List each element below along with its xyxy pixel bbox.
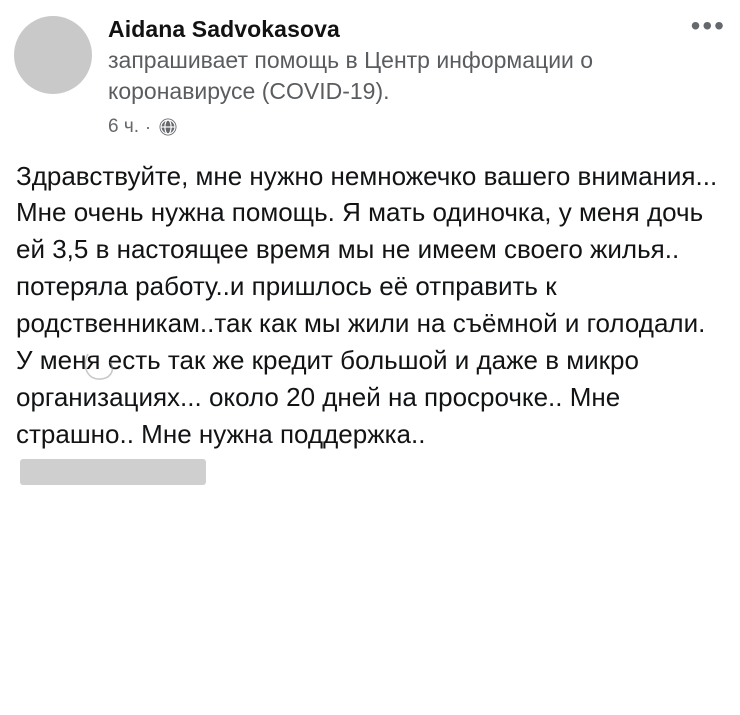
avatar[interactable] [14, 16, 92, 94]
post-action-text: запрашивает помощь в Центр информации о коронавирусе (COVID-19). [108, 47, 594, 105]
post-meta [108, 116, 682, 138]
post-header-text [108, 12, 682, 138]
post-body [0, 138, 740, 490]
post-header [0, 0, 740, 138]
post-timestamp[interactable]: 6 ч. [108, 115, 140, 137]
post-author-name[interactable]: Aidana Sadvokasova [108, 16, 340, 42]
globe-icon[interactable] [158, 117, 178, 137]
meta-separator: · [145, 116, 152, 137]
redaction-block [20, 459, 206, 485]
post-body-text: Здравствуйте, мне нужно немножечко вашего внимания... Мне очень нужна помощь. Я мать одиночка, у меня дочь ей 3,5 в настоящее время мы не имеем своего жилья.. потеряла работу..и пришлось её отправить к родственникам..так как мы жили на съёмной и голодали. У меня есть так же кредит большой и даже в микро организациях... около 20 дней на просрочке.. Мне страшно.. Мне нужна поддержка.. [16, 160, 718, 449]
post-more-options-icon[interactable]: ••• [690, 10, 726, 41]
